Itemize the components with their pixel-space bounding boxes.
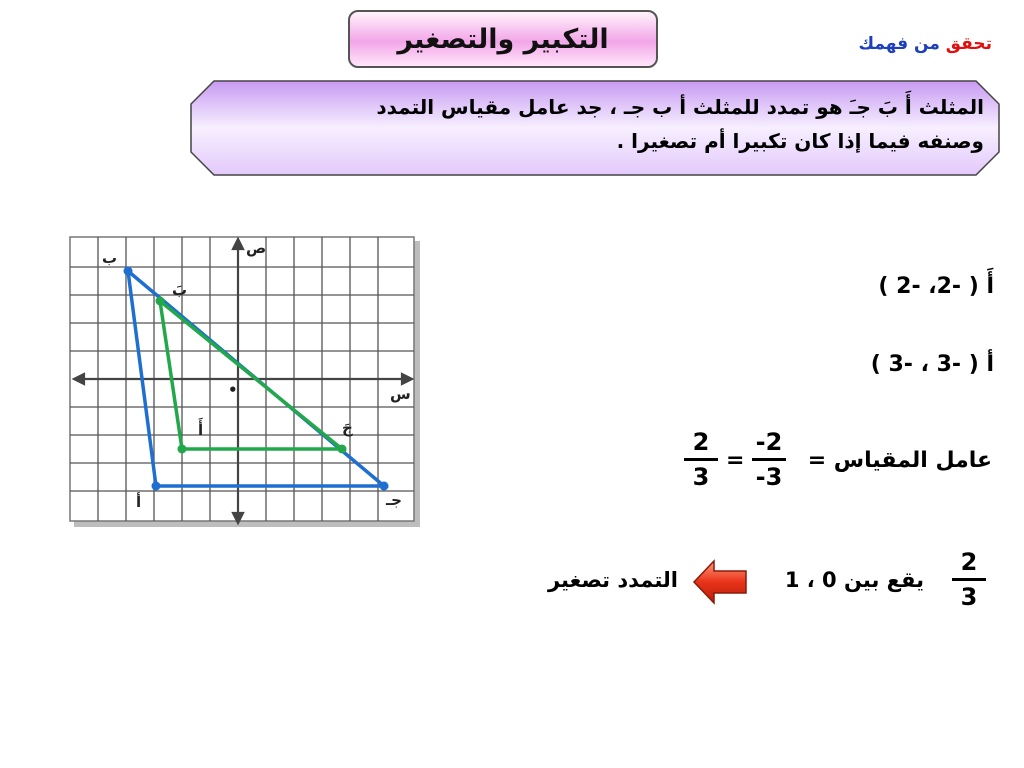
slide-title: التكبير والتصغير <box>397 23 609 55</box>
vertex-b-label: ب <box>102 249 118 267</box>
point-a-line <box>871 352 994 377</box>
scale-factor-label: عامل المقياس = <box>807 448 992 473</box>
left-arrow-icon <box>692 558 748 606</box>
result-fraction-num: 2 <box>960 548 978 576</box>
point-a-label: أ <box>986 352 994 377</box>
problem-line-1: المثلث أَ بَ جـَ هو تمدد للمثلث أ ب جـ ، جد عامل مقياس التمدد <box>376 95 984 119</box>
slide-title-box <box>348 10 658 68</box>
result-type: التمدد تصغير <box>547 568 678 592</box>
fraction-negatives-num: -2 <box>755 428 783 456</box>
axis-x-label: س <box>390 385 411 403</box>
fraction-negatives-den: -3 <box>755 463 783 491</box>
vertex-a-label: أ <box>136 493 142 511</box>
check-word: تحقق <box>945 34 992 54</box>
point-a-prime-coords: ( -2، -2 ) <box>878 274 979 299</box>
understanding-word: من فهمك <box>858 34 940 54</box>
check-understanding <box>859 34 992 54</box>
vertex-c-prime-label: جَ <box>342 419 353 437</box>
problem-box <box>190 80 1000 176</box>
vertex-c-label: جـ <box>386 491 402 509</box>
result-fraction <box>952 548 986 611</box>
point-a-prime-line <box>878 274 994 299</box>
problem-line-2: وصنفه فيما إذا كان تكبيرا أم تصغيرا . <box>616 129 984 153</box>
result-range: يقع بين 0 ، 1 <box>784 568 924 592</box>
fraction-simplified <box>684 428 718 491</box>
coordinate-grid <box>68 235 420 527</box>
axis-y-label: ص <box>246 239 267 257</box>
vertex-b-prime-label: بَ <box>172 281 188 299</box>
vertex-a-prime-label: أَ <box>198 421 204 439</box>
fraction-simplified-num: 2 <box>692 428 710 456</box>
fraction-simplified-den: 3 <box>692 463 710 491</box>
point-a-prime-label: أَ <box>986 274 994 299</box>
result-fraction-den: 3 <box>960 583 978 611</box>
problem-text <box>218 90 984 158</box>
origin-label: • <box>228 381 238 399</box>
grid-svg <box>68 235 420 527</box>
equals-sign: = <box>726 448 745 473</box>
fraction-negatives <box>752 428 786 491</box>
point-a-coords: ( -3 ، -3 ) <box>870 352 979 377</box>
